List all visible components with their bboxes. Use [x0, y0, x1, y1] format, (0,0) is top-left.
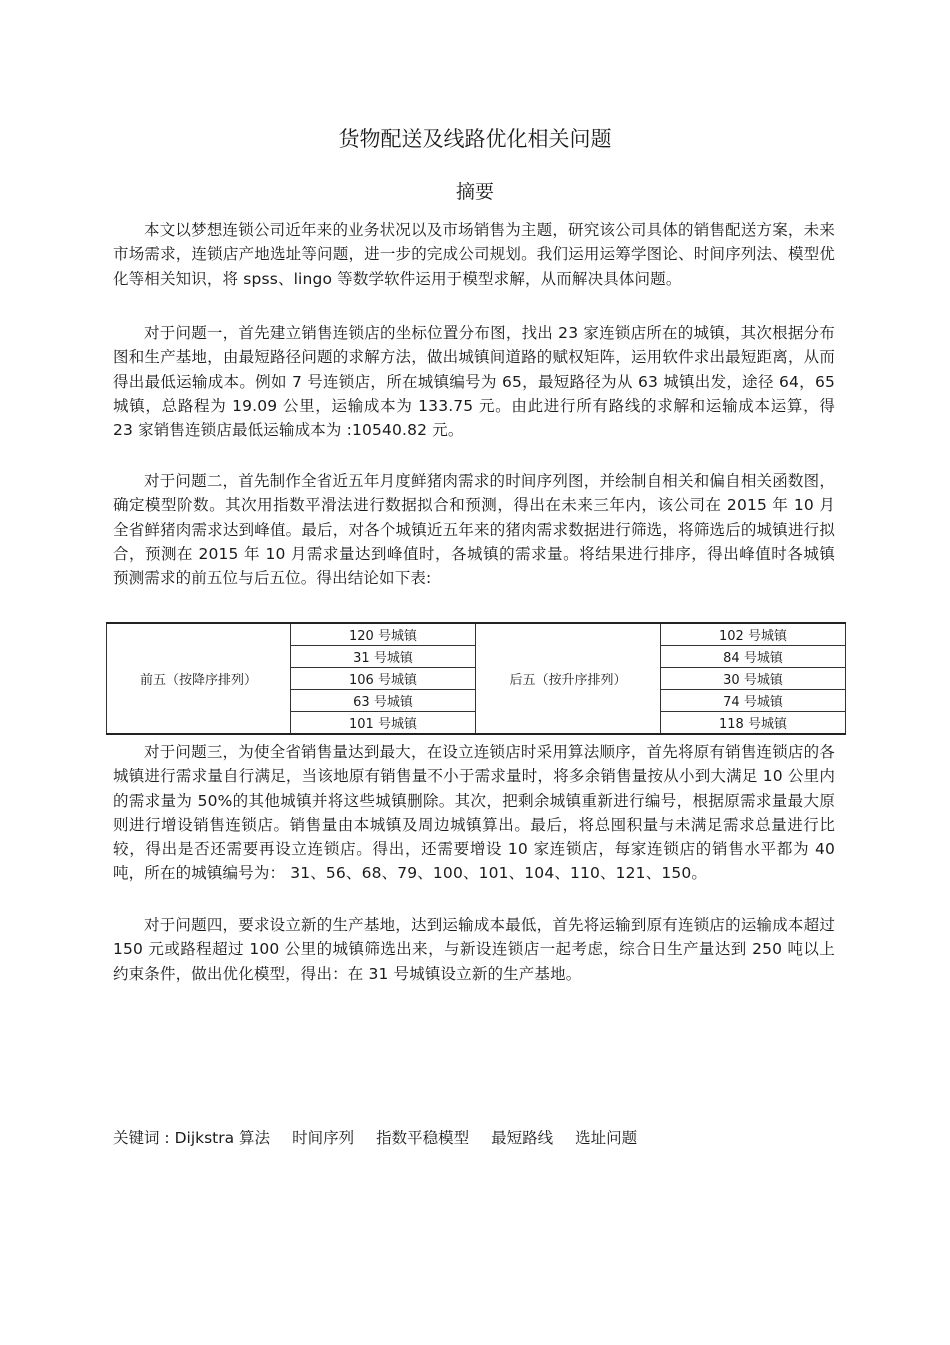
keywords-line — [113, 1125, 659, 1151]
bottom-five-city-2: 84 号城镇 — [661, 646, 846, 668]
top-five-label: 前五（按降序排列） — [107, 623, 291, 734]
table-row — [107, 623, 846, 646]
bottom-five-city-3: 30 号城镇 — [661, 668, 846, 690]
bottom-five-city-5: 118 号城镇 — [661, 712, 846, 735]
result-table — [106, 622, 846, 735]
top-five-city-1: 120 号城镇 — [291, 623, 476, 646]
keyword-item: 时间序列 — [292, 1129, 355, 1147]
keyword-item: 选址问题 — [575, 1129, 638, 1147]
top-five-city-5: 101 号城镇 — [291, 712, 476, 735]
abstract-paragraph-2: 对于问题一，首先建立销售连锁店的坐标位置分布图，找出 23 家连锁店所在的城镇，其次根据分布图和生产基地，由最短路径问题的求解方法，做出城镇间道路的赋权矩阵，运用软件求出最短距离，从而得出最低运输成本。例如 7 号连锁店，所在城镇编号为 65，最短路径为从 63 城镇出发，途径 64，65 城镇，总路程为 19.09 公里，运输成本为 133.75 元。由此进行所有路线的求解和运输成本运算，得 23 家销售连锁店最低运输成本为 :10540.82 元。 — [113, 324, 835, 440]
abstract-paragraph-3: 对于问题二，首先制作全省近五年月度鲜猪肉需求的时间序列图，并绘制自相关和偏自相关函数图，确定模型阶数。其次用指数平滑法进行数据拟合和预测，得出在未来三年内，该公司在 2015 年 10 月全省鲜猪肉需求达到峰值。最后，对各个城镇近五年来的猪肉需求数据进行筛选，将筛选后的城镇进行拟合，预测在 2015 年 10 月需求量达到峰值时，各城镇的需求量。将结果进行排序，得出峰值时各城镇预测需求的前五位与后五位。得出结论如下表: — [113, 472, 835, 588]
abstract-paragraph-5: 对于问题四，要求设立新的生产基地，达到运输成本最低，首先将运输到原有连锁店的运输成本超过 150 元或路程超过 100 公里的城镇筛选出来，与新设连锁店一起考虑，综合日生产量达到 250 吨以上约束条件，做出优化模型，得出：在 31 号城镇设立新的生产基地。 — [113, 916, 835, 983]
keywords-label: 关键词 : — [113, 1129, 175, 1147]
abstract-heading: 摘要 — [455, 181, 494, 203]
keyword-item: 指数平稳模型 — [376, 1129, 470, 1147]
keyword-item: Dijkstra 算法 — [174, 1129, 271, 1147]
abstract-paragraph-4: 对于问题三，为使全省销售量达到最大，在设立连锁店时采用算法顺序，首先将原有销售连锁店的各城镇进行需求量自行满足，当该地原有销售量不小于需求量时，将多余销售量按从小到大满足 10 公里内的需求量为 50%的其他城镇并将这些城镇删除。其次，把剩余城镇重新进行编号，根据原需求量最大原则进行增设销售连锁店。销售量由本城镇及周边城镇算出。最后，将总囤积量与未满足需求总量进行比较，得出是否还需要再设立连锁店。得出，还需要增设 10 家连锁店，每家连锁店的销售水平都为 40 吨，所在的城镇编号为： 31、56、68、79、100、101、104、110、121、150。 — [113, 743, 835, 883]
top-five-city-2: 31 号城镇 — [291, 646, 476, 668]
document-title: 货物配送及线路优化相关问题 — [338, 127, 612, 151]
bottom-five-city-1: 102 号城镇 — [661, 623, 846, 646]
bottom-five-city-4: 74 号城镇 — [661, 690, 846, 712]
top-five-city-3: 106 号城镇 — [291, 668, 476, 690]
abstract-paragraph-1: 本文以梦想连锁公司近年来的业务状况以及市场销售为主题，研究该公司具体的销售配送方案，未来市场需求，连锁店产地选址等问题，进一步的完成公司规划。我们运用运筹学图论、时间序列法、模型优化等相关知识，将 spss、lingo 等数学软件运用于模型求解，从而解决具体问题。 — [113, 221, 835, 288]
bottom-five-label: 后五（按升序排列） — [476, 623, 661, 734]
top-five-city-4: 63 号城镇 — [291, 690, 476, 712]
keyword-item: 最短路线 — [491, 1129, 554, 1147]
